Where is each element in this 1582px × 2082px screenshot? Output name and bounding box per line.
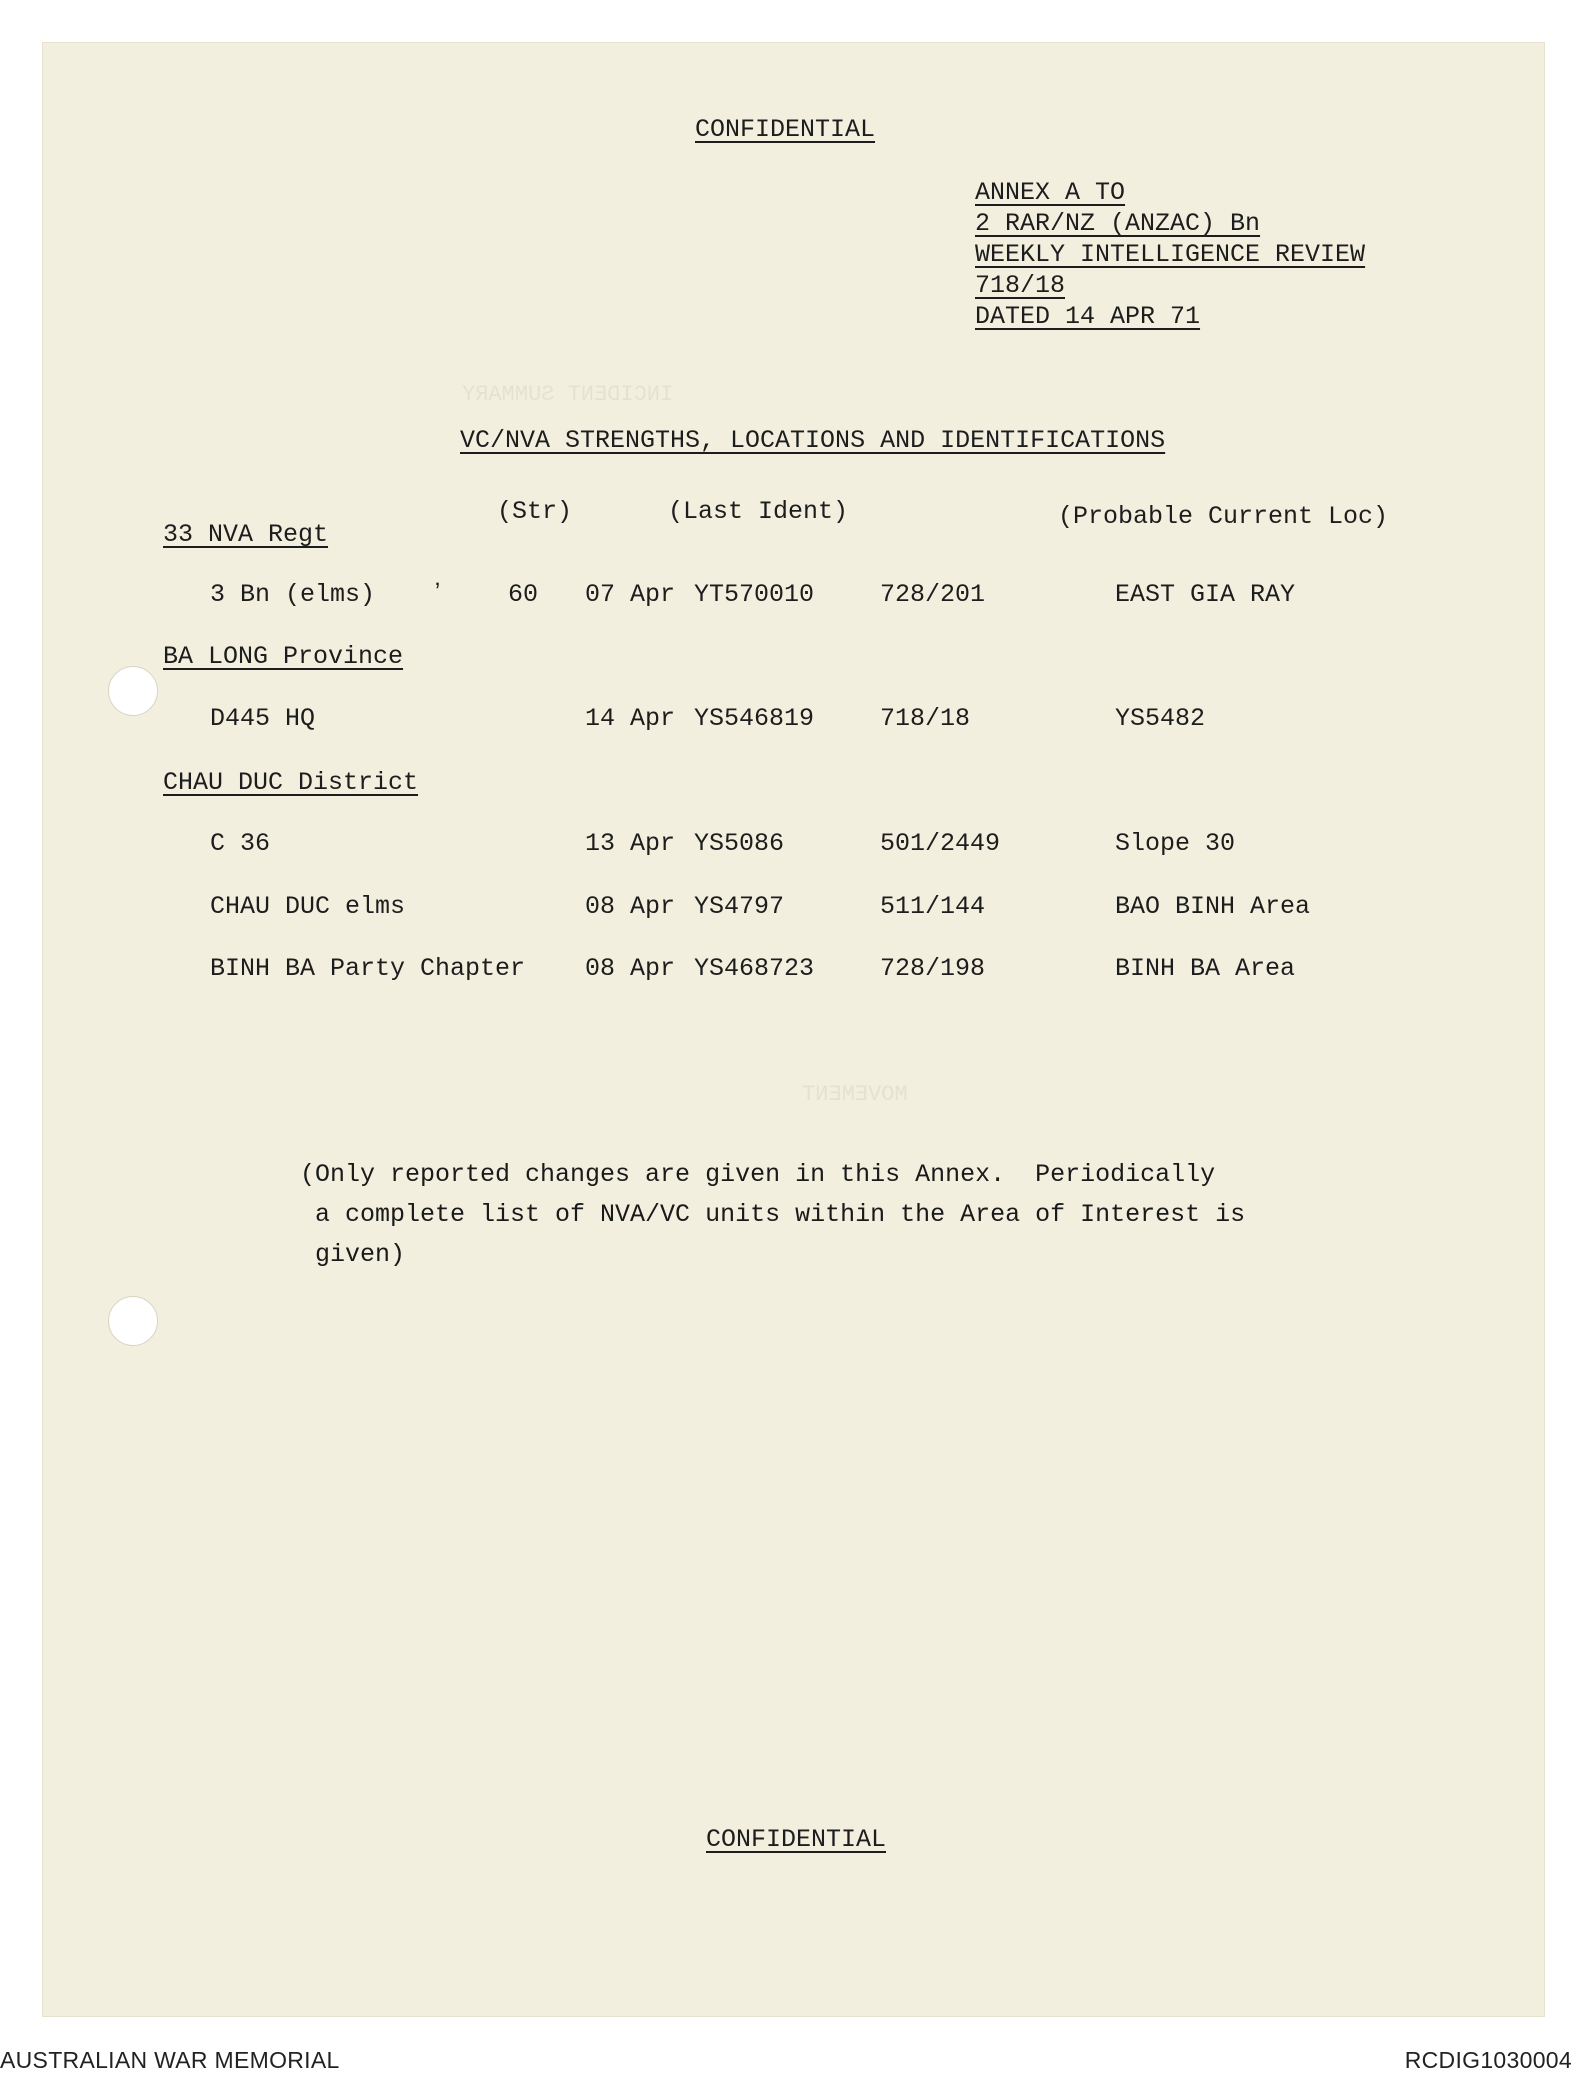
- section-heading: CHAU DUC District: [163, 768, 419, 797]
- show-through-text: MOVEMENT: [802, 1082, 908, 1107]
- document-title: VC/NVA STRENGTHS, LOCATIONS AND IDENTIFICATIONS: [460, 426, 1166, 455]
- table-cell-date: 08 Apr: [585, 954, 676, 983]
- show-through-text: INCIDENT SUMMARY: [462, 382, 674, 407]
- annex-line: WEEKLY INTELLIGENCE REVIEW: [975, 240, 1366, 269]
- footer-archive-name: AUSTRALIAN WAR MEMORIAL: [0, 2047, 340, 2073]
- annex-notes: [300, 1152, 1300, 1278]
- table-cell-ref: 511/144: [880, 892, 986, 921]
- table-cell-date: 14 Apr: [585, 704, 676, 733]
- annex-line: 2 RAR/NZ (ANZAC) Bn: [975, 209, 1261, 238]
- footer-record-id: RCDIG1030004: [1404, 2047, 1572, 2073]
- punch-hole-bottom: [108, 1296, 158, 1346]
- annex-line: 718/18: [975, 271, 1066, 300]
- table-cell-loc: BINH BA Area: [1115, 954, 1296, 983]
- table-cell-unit: 3 Bn (elms): [210, 580, 376, 609]
- punch-hole-top: [108, 666, 158, 716]
- table-cell-grid: YS5086: [694, 829, 785, 858]
- table-cell-ref: 718/18: [880, 704, 971, 733]
- table-cell-loc: BAO BINH Area: [1115, 892, 1311, 921]
- table-cell-str: 60: [508, 580, 539, 609]
- table-cell-loc: EAST GIA RAY: [1115, 580, 1296, 609]
- table-cell-unit: BINH BA Party Chapter: [210, 954, 526, 983]
- document-sheet: [42, 42, 1545, 2017]
- table-cell-mark: ʼ: [430, 580, 446, 609]
- table-cell-unit: CHAU DUC elms: [210, 892, 406, 921]
- section-heading: 33 NVA Regt: [163, 520, 329, 549]
- table-cell-ref: 501/2449: [880, 829, 1001, 858]
- table-cell-grid: YS546819: [694, 704, 815, 733]
- note-line: (Only reported changes are given in this Annex. Periodically: [300, 1160, 1216, 1189]
- table-cell-grid: YS4797: [694, 892, 785, 921]
- note-line: a complete list of NVA/VC units within the Area of Interest is: [300, 1200, 1246, 1229]
- column-header-last-ident: (Last Ident): [668, 497, 849, 526]
- annex-line: DATED 14 APR 71: [975, 302, 1201, 331]
- table-cell-unit: D445 HQ: [210, 704, 316, 733]
- table-cell-ref: 728/198: [880, 954, 986, 983]
- section-heading: BA LONG Province: [163, 642, 404, 671]
- classification-top: CONFIDENTIAL: [695, 115, 876, 144]
- table-cell-loc: YS5482: [1115, 704, 1206, 733]
- table-cell-grid: YS468723: [694, 954, 815, 983]
- annex-line: ANNEX A TO: [975, 178, 1126, 207]
- column-header-strength: (Str): [497, 497, 573, 526]
- note-line: given): [300, 1240, 406, 1269]
- table-cell-date: 07 Apr: [585, 580, 676, 609]
- table-cell-ref: 728/201: [880, 580, 986, 609]
- table-cell-unit: C 36: [210, 829, 271, 858]
- classification-bottom: CONFIDENTIAL: [706, 1825, 887, 1854]
- table-cell-date: 08 Apr: [585, 892, 676, 921]
- table-cell-grid: YT570010: [694, 580, 815, 609]
- column-header-probable-loc: (Probable Current Loc): [1058, 502, 1389, 531]
- table-cell-loc: Slope 30: [1115, 829, 1236, 858]
- table-cell-date: 13 Apr: [585, 829, 676, 858]
